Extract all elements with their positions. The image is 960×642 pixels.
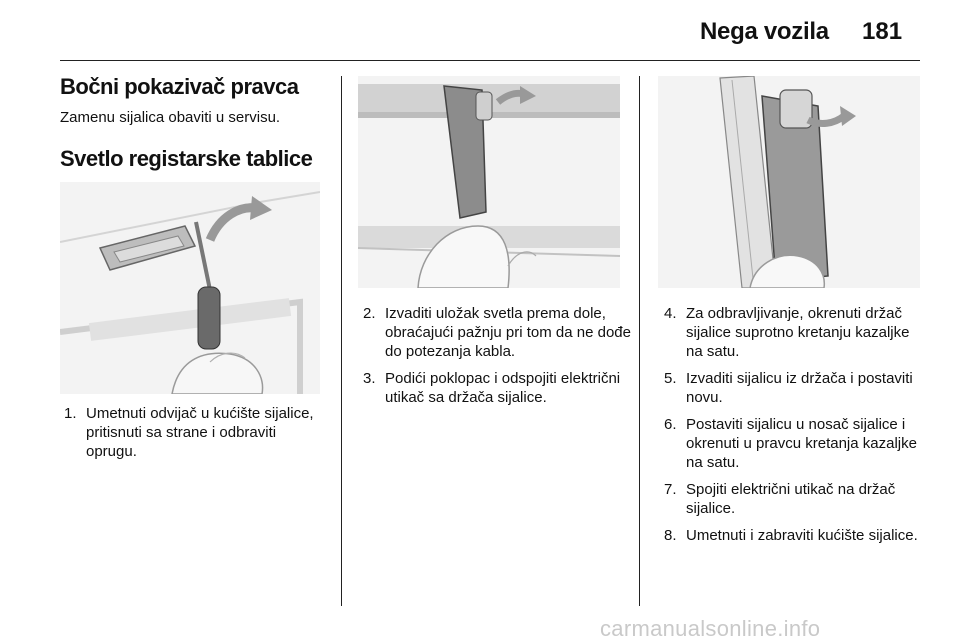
steps-list-col2 xyxy=(363,304,633,415)
step-text: Spojiti električni utikač na držač sijalice. xyxy=(686,481,896,517)
step-text: Podići poklopac i odspojiti električni utikač sa držača sijalice. xyxy=(385,370,621,406)
list-item xyxy=(664,480,926,518)
steps-list-col1 xyxy=(64,404,314,469)
steps-list-col3 xyxy=(664,304,926,553)
header-divider xyxy=(60,60,920,61)
list-item xyxy=(664,415,926,472)
column-divider-1 xyxy=(341,76,342,606)
list-item xyxy=(664,526,926,545)
page-number: 181 xyxy=(862,18,903,45)
figure-lamp-removal xyxy=(358,76,620,288)
step-number: 3. xyxy=(363,370,376,387)
service-note: Zamenu sijalica obaviti u servisu. xyxy=(60,109,281,126)
step-number: 8. xyxy=(664,527,677,544)
lamp-removal-illustration xyxy=(358,76,620,288)
step-number: 5. xyxy=(664,370,677,387)
step-text: Umetnuti i zabraviti kućište sijalice. xyxy=(686,527,918,544)
screwdriver-lamp-illustration xyxy=(60,182,320,394)
step-text: Postaviti sijalicu u nosač sijalice i okrenuti u pravcu kretanja kazaljke na satu. xyxy=(686,416,917,471)
list-item xyxy=(363,304,633,361)
list-item xyxy=(363,369,633,407)
step-text: Umetnuti odvijač u kućište sijalice, pritisnuti sa strane i odbraviti oprugu. xyxy=(86,405,314,460)
step-text: Izvaditi uložak svetla prema dole, obraćajući pažnju pri tom da ne dođe do potezanja kabla. xyxy=(385,305,631,360)
step-number: 4. xyxy=(664,305,677,322)
heading-turn-signal: Bočni pokazivač pravca xyxy=(60,74,299,99)
step-number: 2. xyxy=(363,305,376,322)
step-number: 6. xyxy=(664,416,677,433)
list-item xyxy=(64,404,314,461)
figure-bulb-holder xyxy=(658,76,920,288)
step-number: 1. xyxy=(64,405,77,422)
figure-screwdriver-lamp xyxy=(60,182,320,394)
step-text: Izvaditi sijalicu iz držača i postaviti novu. xyxy=(686,370,913,406)
watermark: carmanualsonline.info xyxy=(600,616,821,641)
heading-license-plate-light: Svetlo registarske tablice xyxy=(60,146,313,171)
step-number: 7. xyxy=(664,481,677,498)
step-text: Za odbravljivanje, okrenuti držač sijalice suprotno kretanju kazaljke na satu. xyxy=(686,305,910,360)
bulb-holder-illustration xyxy=(658,76,920,288)
column-divider-2 xyxy=(639,76,640,606)
page-section-title: Nega vozila xyxy=(700,18,829,45)
list-item xyxy=(664,369,926,407)
list-item xyxy=(664,304,926,361)
